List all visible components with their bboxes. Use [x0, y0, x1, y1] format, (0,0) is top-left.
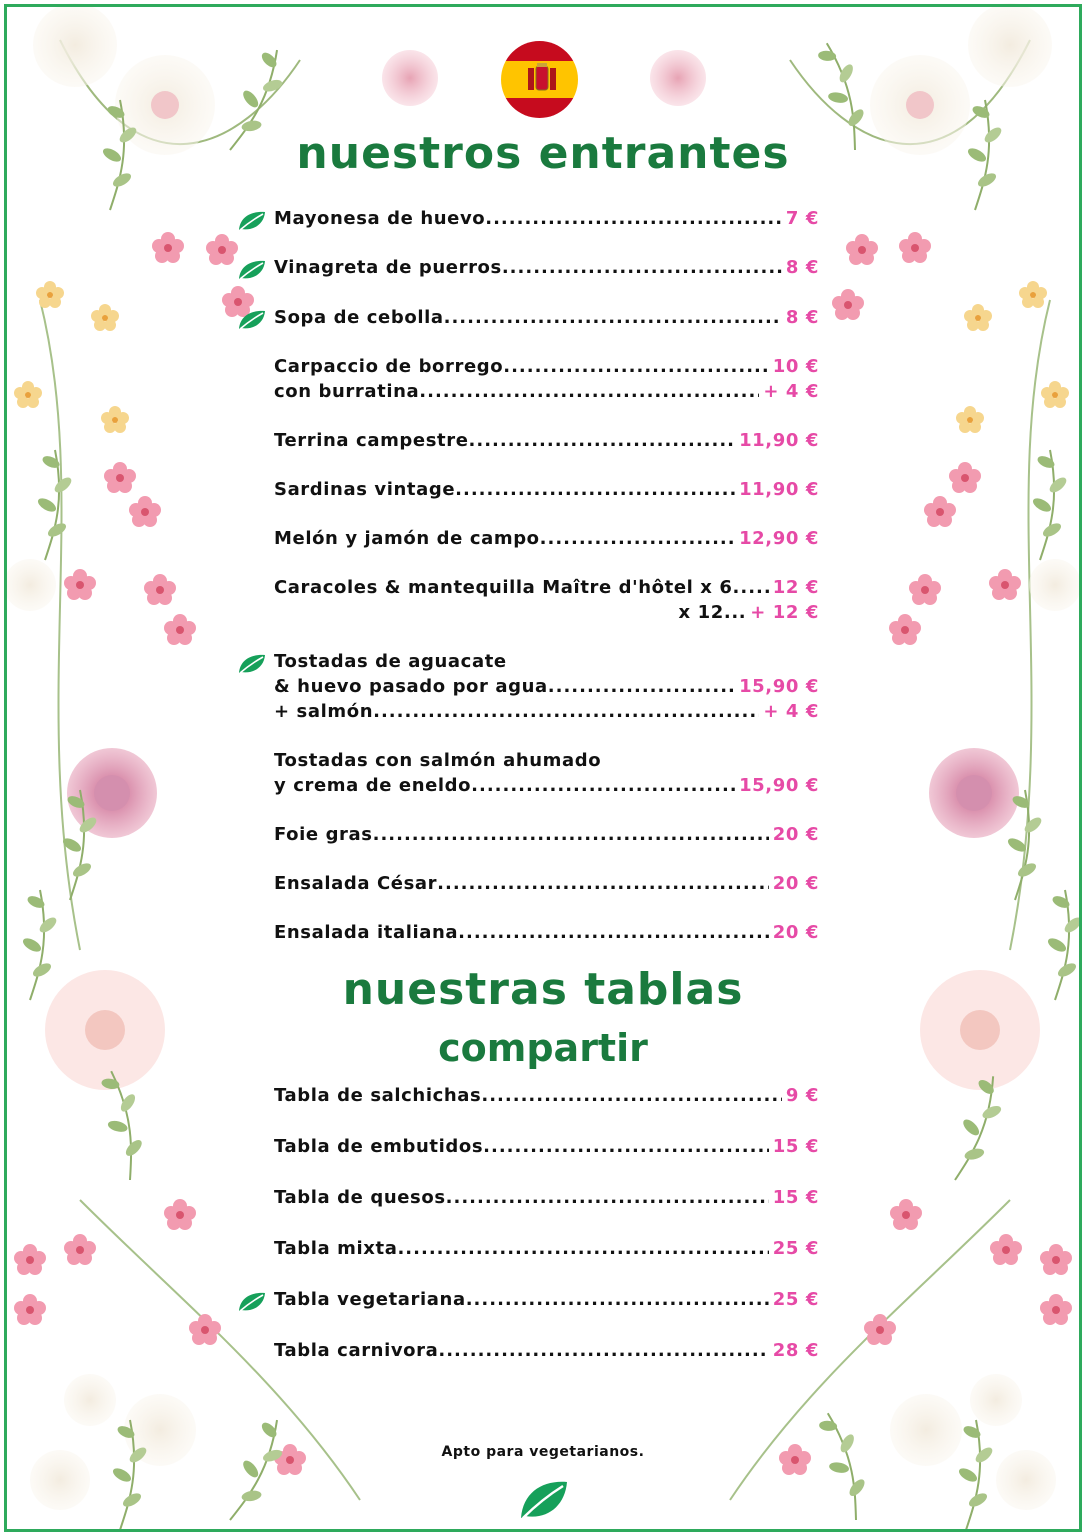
menu-item: [274, 1238, 819, 1263]
menu-item: [274, 257, 819, 282]
menu-item-name: Melón y jamón de campo: [274, 528, 540, 549]
spain-flag-icon: [501, 41, 578, 118]
menu-item-price: 25 €: [772, 1238, 819, 1259]
menu-item-line: [274, 577, 819, 602]
menu-item-price: + 4 €: [763, 381, 819, 402]
menu-item-name: x 12: [678, 602, 724, 623]
menu-item-price: + 12 €: [750, 602, 819, 623]
menu-item: [274, 208, 819, 233]
menu-item-name: Tabla carnivora: [274, 1340, 439, 1361]
menu-item: [274, 577, 819, 627]
dot-leader: [502, 257, 782, 278]
menu-item-price: 20 €: [772, 824, 819, 845]
boards-title: nuestras tablas: [342, 964, 744, 1015]
menu-item-line: [274, 1085, 819, 1110]
menu-item-line: [274, 528, 819, 553]
menu-item-line: [274, 922, 819, 947]
menu-item-price: 28 €: [772, 1340, 819, 1361]
menu-item: [274, 479, 819, 504]
menu-item-name: Ensalada italiana: [274, 922, 459, 943]
dot-leader: [485, 208, 782, 229]
menu-item-price: 12 €: [772, 577, 819, 598]
menu-item: [274, 528, 819, 553]
dot-leader: [458, 922, 769, 943]
menu-item-name: Terrina campestre: [274, 430, 469, 451]
menu-item-line: [274, 750, 819, 775]
menu-item-price: 7 €: [785, 208, 819, 229]
menu-item-line: [274, 651, 819, 676]
dot-leader: [373, 824, 769, 845]
dot-leader: [733, 577, 769, 598]
menu-item: [274, 1289, 819, 1314]
menu-item: [274, 307, 819, 332]
menu-item-name: Tostadas con salmón ahumado: [274, 750, 602, 771]
dot-leader: [444, 307, 782, 328]
leaf-icon: [237, 259, 267, 281]
starters-title: nuestros entrantes: [296, 128, 790, 179]
menu-item-name: Tostadas de aguacate: [274, 651, 507, 672]
dot-leader: [469, 430, 736, 451]
menu-item-line: [274, 356, 819, 381]
dot-leader: [438, 1340, 768, 1361]
dot-leader: [540, 528, 735, 549]
menu-item-name: Tabla mixta: [274, 1238, 398, 1259]
menu-item-name: Foie gras: [274, 824, 373, 845]
menu-item-name: Ensalada César: [274, 873, 438, 894]
menu-item-name: y crema de eneldo: [274, 775, 472, 796]
menu-item-price: 11,90 €: [739, 430, 819, 451]
menu-item-line: [274, 1136, 819, 1161]
menu-item-line: [274, 1340, 819, 1365]
menu-item-line: [274, 479, 819, 504]
dot-leader: [548, 676, 735, 697]
menu-item-line: [274, 824, 819, 849]
leaf-icon: [237, 1291, 267, 1313]
menu-item-name: Tabla vegetariana: [274, 1289, 466, 1310]
menu-item-name: + salmón: [274, 701, 374, 722]
menu-item-price: 11,90 €: [739, 479, 819, 500]
menu-item-price: 15 €: [772, 1136, 819, 1157]
menu-item: [274, 873, 819, 898]
menu-item-price: + 4 €: [763, 701, 819, 722]
menu-item-name: con burratina: [274, 381, 420, 402]
dot-leader: [397, 1238, 768, 1259]
menu-item-line: [274, 257, 819, 282]
dot-leader: ...: [723, 602, 747, 623]
menu-item-line: [274, 775, 819, 800]
dot-leader: [483, 1136, 769, 1157]
menu-item: [274, 1085, 819, 1110]
menu-item: [274, 430, 819, 455]
menu-item-line: [274, 1187, 819, 1212]
menu-item: [274, 1136, 819, 1161]
menu-item-price: 10 €: [772, 356, 819, 377]
vegetarian-note: Apto para vegetarianos.: [441, 1444, 645, 1460]
menu-item: [274, 824, 819, 849]
menu-item-price: 9 €: [785, 1085, 819, 1106]
menu-item-name: Tabla de quesos: [274, 1187, 446, 1208]
menu-item-price: 20 €: [772, 922, 819, 943]
leaf-icon: [237, 309, 267, 331]
menu-item-name: Tabla de salchichas: [274, 1085, 482, 1106]
menu-item-name: Mayonesa de huevo: [274, 208, 486, 229]
menu-item-name: Carpaccio de borrego: [274, 356, 504, 377]
dot-leader: [471, 775, 735, 796]
dot-leader: [373, 701, 759, 722]
menu-item-name: Caracoles & mantequilla Maître d'hôtel x 6: [274, 577, 733, 598]
menu-item-line: [274, 381, 819, 406]
dot-leader: [446, 1187, 769, 1208]
menu-item-line: [274, 430, 819, 455]
menu-item: [274, 651, 819, 726]
menu-item: [274, 356, 819, 406]
menu-item-price: 25 €: [772, 1289, 819, 1310]
menu-item-price: 15 €: [772, 1187, 819, 1208]
menu-item: [274, 1340, 819, 1365]
menu-item-line: [274, 602, 819, 627]
dot-leader: [481, 1085, 782, 1106]
dot-leader: [503, 356, 769, 377]
menu-item-line: [274, 701, 819, 726]
dot-leader: [419, 381, 759, 402]
dot-leader: [455, 479, 735, 500]
menu-item-price: 15,90 €: [739, 676, 819, 697]
leaf-icon: [237, 653, 267, 675]
menu-item: [274, 1187, 819, 1212]
leaf-icon: [517, 1478, 569, 1522]
menu-item-line: [274, 307, 819, 332]
menu-item: [274, 922, 819, 947]
leaf-icon: [237, 210, 267, 232]
menu-item-line: [274, 676, 819, 701]
menu-item-line: [274, 208, 819, 233]
menu-item-price: 8 €: [785, 257, 819, 278]
menu-item-name: Vinagreta de puerros: [274, 257, 502, 278]
menu-item-name: Tabla de embutidos: [274, 1136, 484, 1157]
dot-leader: [466, 1289, 769, 1310]
menu-item-price: 20 €: [772, 873, 819, 894]
menu-item-line: [274, 1289, 819, 1314]
menu-item-name: & huevo pasado por agua: [274, 676, 548, 697]
menu-item-name: Sopa de cebolla: [274, 307, 444, 328]
menu-item: [274, 750, 819, 800]
menu-item-price: 8 €: [785, 307, 819, 328]
menu-item-line: [274, 1238, 819, 1263]
boards-subtitle: compartir: [438, 1026, 648, 1070]
menu-item-price: 12,90 €: [739, 528, 819, 549]
menu-item-price: 15,90 €: [739, 775, 819, 796]
menu-item-name: Sardinas vintage: [274, 479, 456, 500]
dot-leader: [437, 873, 769, 894]
menu-item-line: [274, 873, 819, 898]
